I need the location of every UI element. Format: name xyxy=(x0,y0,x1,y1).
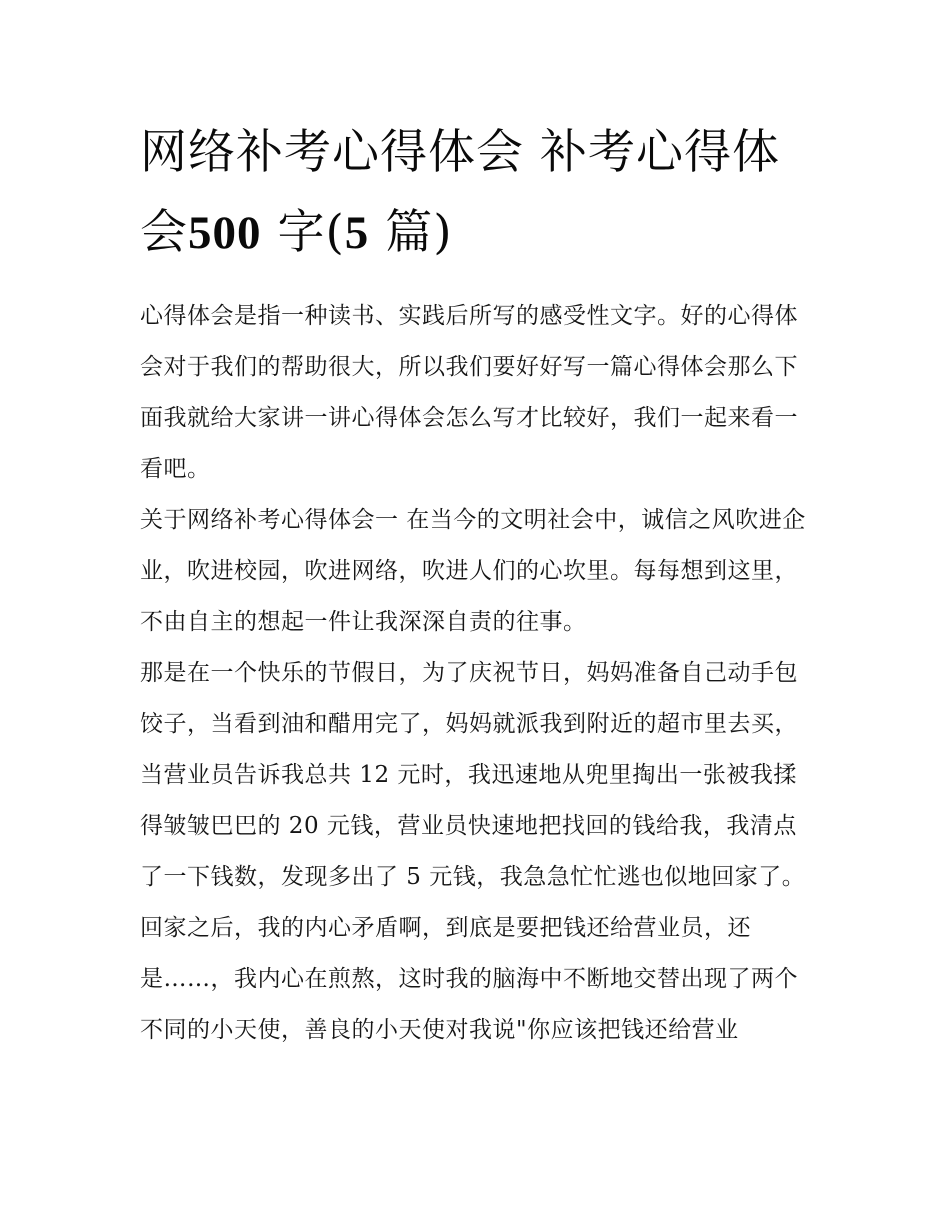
title-text-mid: 字( xyxy=(261,205,345,260)
paragraph-intro: 心得体会是指一种读书、实践后所写的感受性文字。好的心得体会对于我们的帮助很大，所以我们要好好写一篇心得体会那么下面我就给大家讲一讲心得体会怎么写才比较好，我们一起来看一看吧。 xyxy=(140,303,798,482)
title-number-5: 5 xyxy=(344,207,370,259)
paragraph-reflection: 回家之后，我的内心矛盾啊，到底是要把钱还给营业员，还是……，我内心在煎熬，这时我的脑海中不断地交替出现了两个不同的小天使，善良的小天使对我说"你应该把钱还给营业 xyxy=(140,915,798,1043)
paragraph-story: 那是在一个快乐的节假日，为了庆祝节日，妈妈准备自己动手包饺子，当看到油和醋用完了，妈妈就派我到附近的超市里去买，当营业员告诉我总共 12 元时，我迅速地从兜里掏出一张被我揉得皱皱巴巴的 20 元钱，营业员快速地把找回的钱给我，我清点了一下钱数，发现多出了 5 元钱，我急急忙忙逃也似地回家了。 xyxy=(140,660,806,890)
title-number-500: 500 xyxy=(188,207,262,259)
title-text-part1: 网络补考心得体会 补考心得体会 xyxy=(140,125,780,260)
title-text-end: 篇) xyxy=(369,205,453,260)
document-body xyxy=(140,291,815,1056)
document-content xyxy=(140,113,815,1056)
document-title xyxy=(140,113,815,273)
paragraph-essay-opening: 关于网络补考心得体会一 在当今的文明社会中，诚信之风吹进企业，吹进校园，吹进网络，吹进人们的心坎里。每每想到这里，不由自主的想起一件让我深深自责的往事。 xyxy=(140,507,806,635)
